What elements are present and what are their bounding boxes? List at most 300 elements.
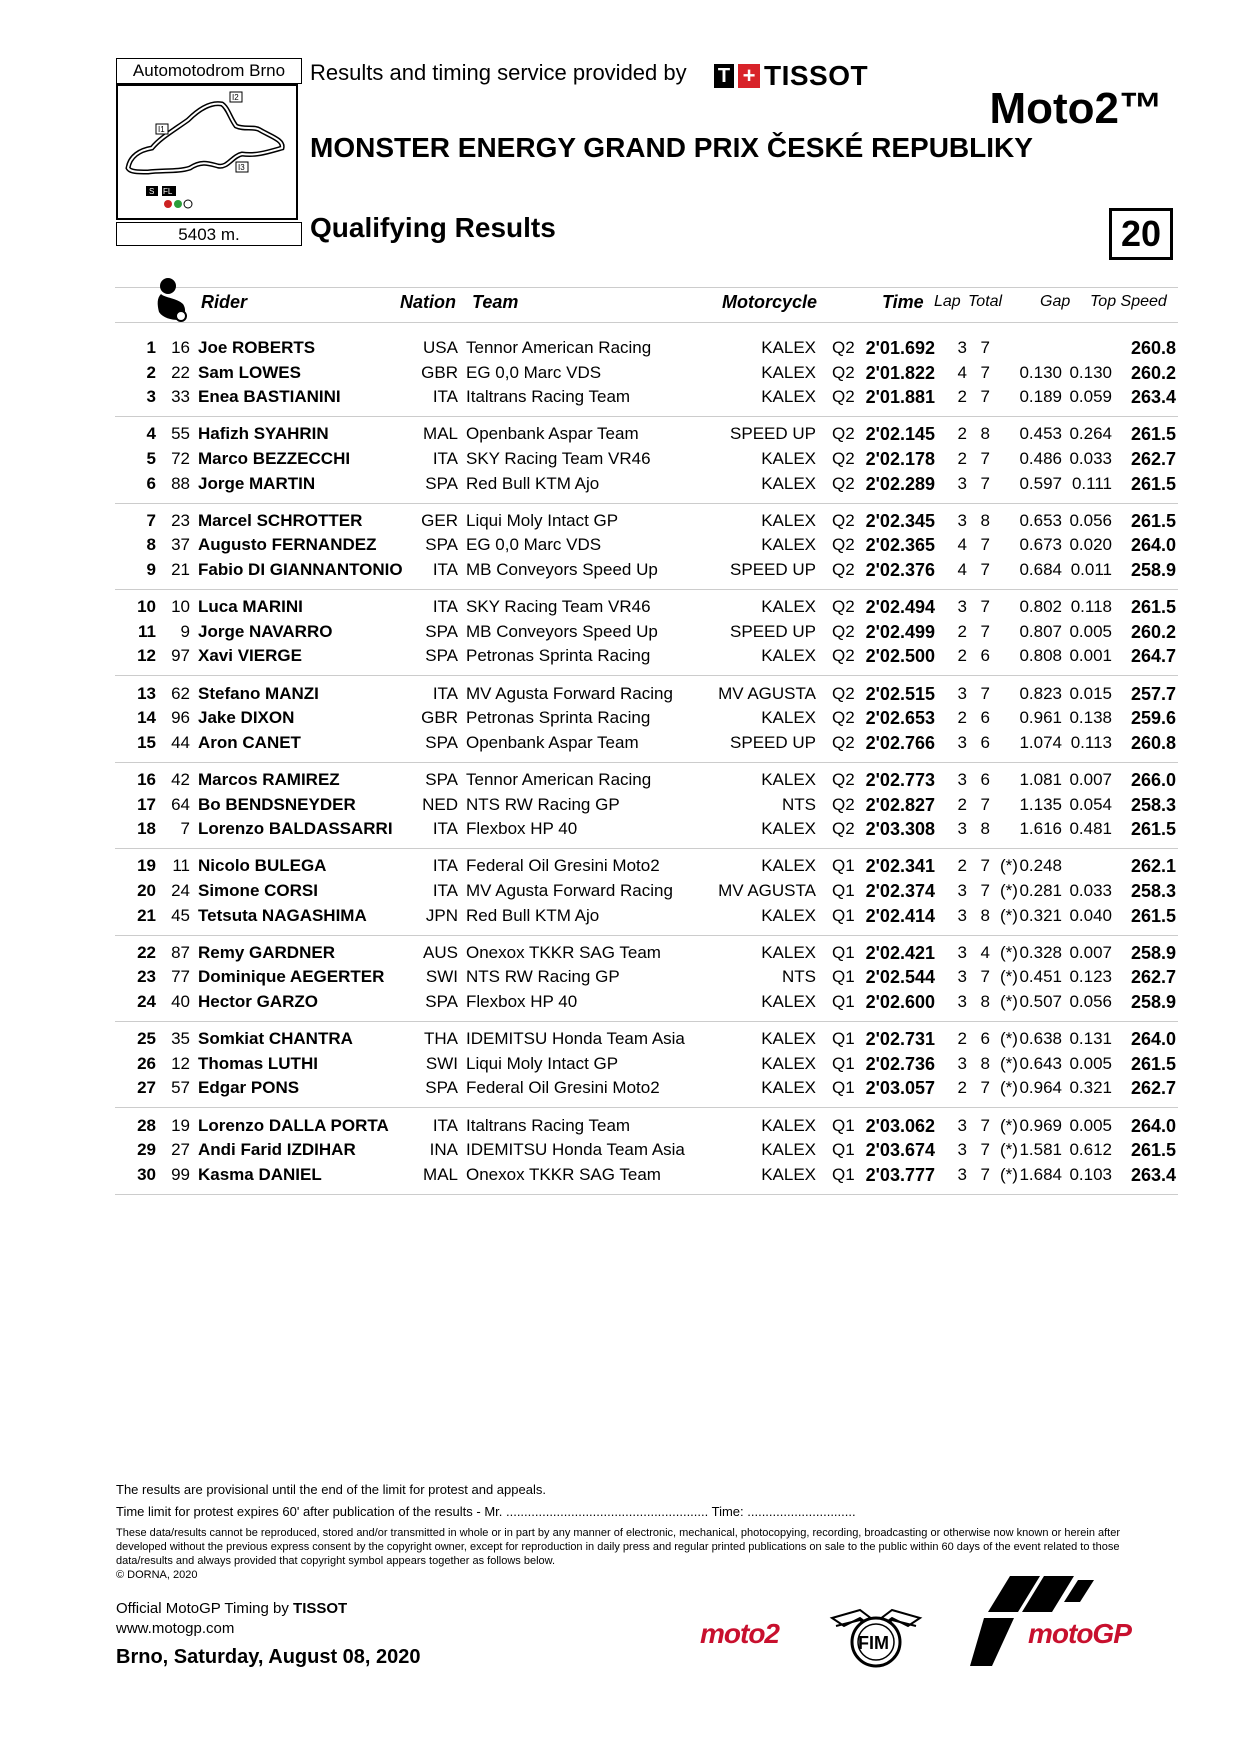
qualifying-session: Q2 — [832, 621, 855, 641]
nation: SPA — [425, 732, 458, 752]
position: 6 — [146, 473, 156, 493]
gap-previous: 0.131 — [1069, 1029, 1112, 1049]
top-speed: 260.2 — [1130, 621, 1176, 642]
rider-number: 99 — [171, 1164, 190, 1184]
nation: USA — [423, 338, 458, 357]
position: 26 — [137, 1053, 156, 1073]
header-divider — [115, 287, 1178, 288]
motogp-logo — [970, 1572, 1140, 1670]
lap-time: 2'03.777 — [865, 1164, 935, 1185]
group-divider — [115, 675, 1178, 676]
qualifying-session: Q2 — [832, 597, 855, 617]
motorcycle: SPEED UP — [730, 424, 816, 444]
rider-number: 11 — [172, 856, 190, 876]
table-row — [0, 363, 1240, 387]
group-divider — [115, 416, 1178, 417]
lap-time: 2'02.374 — [865, 881, 935, 901]
header-divider-bottom — [115, 322, 1178, 323]
position: 1 — [146, 338, 156, 357]
table-row — [0, 1165, 1240, 1189]
rider-name: Sam LOWES — [198, 362, 301, 382]
best-lap: 3 — [957, 338, 967, 357]
class-title: Moto2™ — [989, 84, 1163, 133]
team: MB Conveyors Speed Up — [466, 560, 658, 579]
tissot-t-icon: T — [714, 64, 734, 88]
gap-first: 0.964 — [1019, 1078, 1062, 1098]
motorcycle: KALEX — [761, 1053, 816, 1073]
best-lap: 3 — [957, 819, 967, 839]
q1-marker: (*) — [1000, 1140, 1018, 1160]
total-laps: 7 — [980, 535, 990, 555]
rider-name: Bo BENDSNEYDER — [198, 794, 356, 814]
motorcycle: KALEX — [761, 992, 816, 1011]
top-speed: 258.3 — [1130, 794, 1176, 815]
qualifying-session: Q1 — [832, 1115, 855, 1135]
rider-name: Augusto FERNANDEZ — [198, 535, 377, 555]
official-timing-brand: TISSOT — [293, 1600, 348, 1617]
gap-first: 0.961 — [1019, 708, 1062, 728]
team: IDEMITSU Honda Team Asia — [466, 1140, 685, 1160]
motorcycle: KALEX — [761, 770, 816, 789]
rider-number: 44 — [171, 732, 190, 752]
nation: ITA — [432, 597, 458, 617]
team: Petronas Sprinta Racing — [466, 646, 651, 666]
team: Tennor American Racing — [466, 770, 652, 789]
col-motorcycle: Motorcycle — [722, 292, 818, 312]
nation: SPA — [425, 535, 458, 555]
top-speed: 258.9 — [1130, 560, 1176, 580]
top-speed: 258.3 — [1130, 881, 1176, 901]
qualifying-session: Q1 — [832, 1164, 855, 1184]
rider-number: 64 — [171, 794, 190, 814]
motorcycle: KALEX — [761, 1140, 816, 1160]
nation: ITA — [432, 560, 458, 579]
rider-name: Marcel SCHROTTER — [198, 510, 363, 530]
position: 2 — [146, 362, 156, 382]
position: 18 — [137, 819, 156, 839]
total-laps: 6 — [980, 732, 990, 752]
tissot-logo — [714, 62, 868, 90]
group-divider — [115, 762, 1178, 763]
nation: SWI — [425, 967, 458, 987]
position: 25 — [137, 1029, 156, 1049]
qualifying-session: Q2 — [832, 424, 855, 444]
rider-number: 62 — [171, 683, 190, 703]
team: EG 0,0 Marc VDS — [466, 362, 602, 382]
top-speed: 261.5 — [1130, 819, 1176, 840]
official-timing — [116, 1600, 347, 1617]
gap-previous: 0.005 — [1069, 1115, 1112, 1135]
rider-name: Joe ROBERTS — [198, 338, 316, 357]
total-laps: 7 — [980, 387, 990, 407]
session-number: 20 — [1109, 208, 1173, 260]
nation: GBR — [421, 362, 458, 382]
table-row — [0, 708, 1240, 732]
team: Openbank Aspar Team — [466, 732, 639, 752]
position: 28 — [137, 1115, 156, 1135]
table-row — [0, 770, 1240, 794]
team: Onexox TKKR SAG Team — [466, 1164, 661, 1184]
rider-number: 9 — [180, 621, 190, 641]
gap-first: 0.321 — [1019, 905, 1062, 925]
team: MB Conveyors Speed Up — [466, 621, 658, 641]
gap-first: 0.802 — [1019, 597, 1062, 617]
top-speed: 258.9 — [1130, 942, 1176, 963]
motorcycle: KALEX — [761, 362, 816, 382]
best-lap: 3 — [957, 597, 967, 617]
motorcycle: KALEX — [761, 1029, 816, 1049]
lap-time: 2'02.515 — [865, 683, 935, 704]
total-laps: 7 — [980, 856, 990, 876]
group-divider — [115, 503, 1178, 504]
best-lap: 3 — [957, 992, 967, 1011]
rider-name: Enea BASTIANINI — [198, 387, 341, 407]
gap-first: 1.684 — [1019, 1164, 1062, 1184]
position: 19 — [137, 856, 156, 876]
team: Italtrans Racing Team — [466, 387, 631, 407]
best-lap: 2 — [957, 856, 967, 876]
position: 11 — [138, 621, 156, 641]
rider-name: Edgar PONS — [198, 1078, 300, 1098]
rider-number: 88 — [171, 473, 190, 493]
table-row — [0, 560, 1240, 584]
rider-name: Thomas LUTHI — [198, 1053, 318, 1073]
table-row — [0, 1078, 1240, 1102]
lap-time: 2'03.062 — [865, 1115, 935, 1136]
total-laps: 7 — [980, 560, 990, 579]
dorna-copyright: © DORNA, 2020 — [116, 1569, 198, 1581]
gap-previous: 0.612 — [1069, 1140, 1112, 1160]
rider-number: 21 — [171, 560, 190, 579]
motorcycle: KALEX — [761, 856, 816, 876]
lap-time: 2'02.544 — [865, 967, 935, 988]
team: Flexbox HP 40 — [466, 992, 578, 1011]
gap-first: 0.130 — [1019, 362, 1062, 382]
col-top-speed: Top Speed — [1090, 293, 1167, 310]
table-row — [0, 622, 1240, 646]
moto2-logo — [700, 1614, 808, 1650]
group-divider — [115, 589, 1178, 590]
position: 15 — [137, 732, 156, 752]
qualifying-session: Q1 — [832, 881, 855, 900]
total-laps: 7 — [980, 362, 990, 382]
track-label-s: S — [149, 187, 155, 196]
nation: SPA — [425, 646, 458, 666]
qualifying-session: Q2 — [832, 473, 855, 493]
nation: GBR — [421, 708, 458, 728]
q1-marker: (*) — [1000, 1078, 1018, 1098]
fim-logo — [828, 1596, 924, 1672]
total-laps: 7 — [980, 449, 990, 468]
track-label-fl: FL — [163, 187, 173, 196]
q1-marker: (*) — [1000, 856, 1018, 876]
rider-name: Dominique AEGERTER — [198, 967, 385, 987]
rider-name: Jorge MARTIN — [198, 473, 316, 493]
col-total: Total — [968, 293, 1003, 310]
qualifying-session: Q2 — [832, 535, 855, 555]
team: Liqui Moly Intact GP — [466, 1053, 619, 1073]
total-laps: 8 — [980, 424, 990, 444]
rider-name: Marco BEZZECCHI — [198, 449, 351, 468]
lap-time: 2'02.773 — [865, 770, 935, 790]
nation: AUS — [423, 942, 458, 962]
gap-first: 0.486 — [1019, 449, 1062, 468]
motorcycle: KALEX — [761, 1164, 816, 1184]
table-row — [0, 338, 1240, 362]
rider-name: Tetsuta NAGASHIMA — [198, 905, 367, 925]
nation: SWI — [425, 1053, 458, 1073]
top-speed: 261.5 — [1130, 1140, 1176, 1161]
team: Petronas Sprinta Racing — [466, 708, 651, 728]
rider-name: Somkiat CHANTRA — [198, 1029, 353, 1049]
q1-marker: (*) — [1000, 1164, 1018, 1184]
team: Red Bull KTM Ajo — [466, 473, 600, 493]
total-laps: 7 — [980, 473, 990, 493]
top-speed: 257.7 — [1130, 683, 1176, 704]
lap-time: 2'02.145 — [865, 424, 935, 445]
col-nation: Nation — [400, 292, 456, 312]
rider-number: 57 — [171, 1078, 190, 1098]
rider-number: 87 — [171, 942, 190, 962]
lap-time: 2'02.376 — [865, 560, 935, 580]
rider-name: Remy GARDNER — [198, 942, 335, 962]
nation: ITA — [432, 387, 458, 407]
gap-first: 1.135 — [1019, 794, 1062, 814]
top-speed: 264.7 — [1130, 646, 1176, 667]
table-row — [0, 1140, 1240, 1164]
qualifying-session: Q1 — [832, 1053, 855, 1073]
gap-previous: 0.103 — [1069, 1164, 1112, 1184]
report-date: Brno, Saturday, August 08, 2020 — [116, 1646, 421, 1668]
position: 10 — [137, 597, 156, 617]
nation: ITA — [432, 819, 458, 839]
col-gap: Gap — [1040, 293, 1071, 310]
qualifying-session: Q2 — [832, 819, 855, 839]
top-speed: 266.0 — [1130, 770, 1176, 790]
nation: ITA — [432, 449, 458, 468]
qualifying-session: Q1 — [832, 856, 855, 876]
rider-number: 27 — [171, 1140, 190, 1160]
qualifying-session: Q2 — [832, 387, 855, 407]
position: 14 — [137, 708, 156, 728]
motogp-wordmark: motoGP — [1028, 1618, 1131, 1649]
total-laps: 7 — [980, 1140, 990, 1160]
rider-number: 40 — [171, 992, 190, 1011]
total-laps: 6 — [980, 1029, 990, 1049]
nation: NED — [422, 794, 458, 814]
nation: SPA — [425, 992, 458, 1011]
website-link[interactable]: www.motogp.com — [116, 1620, 235, 1637]
best-lap: 3 — [957, 942, 967, 962]
q1-marker: (*) — [1000, 881, 1018, 900]
motorcycle: KALEX — [761, 338, 816, 357]
position: 8 — [146, 535, 156, 555]
rider-name: Simone CORSI — [198, 881, 318, 900]
best-lap: 4 — [957, 560, 967, 579]
gap-previous: 0.001 — [1069, 646, 1112, 666]
track-label-i1: I1 — [158, 125, 165, 134]
position: 23 — [137, 967, 156, 987]
motorcycle: MV AGUSTA — [718, 683, 816, 703]
position: 3 — [146, 387, 156, 407]
lap-time: 2'02.827 — [865, 794, 935, 815]
total-laps: 8 — [980, 992, 990, 1011]
table-row — [0, 535, 1240, 559]
table-row — [0, 733, 1240, 757]
total-laps: 7 — [980, 1164, 990, 1184]
track-map-svg — [118, 86, 296, 218]
team: Italtrans Racing Team — [466, 1115, 631, 1135]
nation: ITA — [432, 881, 458, 900]
position: 29 — [137, 1140, 156, 1160]
position: 30 — [137, 1164, 156, 1184]
rider-name: Andi Farid IZDIHAR — [198, 1140, 356, 1160]
gap-previous: 0.056 — [1069, 992, 1112, 1011]
table-row — [0, 881, 1240, 905]
gap-previous: 0.007 — [1069, 770, 1112, 789]
lap-time: 2'02.365 — [865, 535, 935, 556]
red-light-icon — [164, 200, 172, 208]
rider-number: 45 — [171, 905, 190, 925]
nation: ITA — [432, 856, 458, 876]
qualifying-session: Q1 — [832, 1078, 855, 1098]
protest-note: Time limit for protest expires 60' after publication of the results - Mr. ........................................................ Time: .............................. — [116, 1504, 856, 1519]
qualifying-session: Q2 — [832, 708, 855, 728]
top-speed: 264.0 — [1130, 1029, 1176, 1050]
best-lap: 2 — [957, 387, 967, 407]
best-lap: 2 — [957, 794, 967, 814]
gap-first: 0.823 — [1019, 683, 1062, 703]
gap-first: 0.653 — [1019, 510, 1062, 530]
lap-time: 2'02.494 — [865, 597, 935, 618]
table-row — [0, 856, 1240, 880]
gap-first: 0.248 — [1019, 856, 1062, 876]
gap-previous: 0.020 — [1069, 535, 1112, 555]
best-lap: 2 — [957, 1078, 967, 1098]
qualifying-session: Q1 — [832, 1029, 855, 1049]
official-timing-text: Official MotoGP Timing by — [116, 1600, 289, 1617]
rider-name: Marcos RAMIREZ — [198, 770, 340, 789]
team: Liqui Moly Intact GP — [466, 510, 619, 530]
position: 27 — [137, 1078, 156, 1098]
best-lap: 2 — [957, 646, 967, 666]
qualifying-session: Q2 — [832, 794, 855, 814]
gap-first: 0.281 — [1019, 881, 1062, 900]
team: SKY Racing Team VR46 — [466, 449, 651, 468]
team: Federal Oil Gresini Moto2 — [466, 1078, 660, 1098]
gap-first: 0.328 — [1019, 942, 1062, 962]
best-lap: 3 — [957, 510, 967, 530]
rider-name: Fabio DI GIANNANTONIO — [198, 560, 403, 579]
top-speed: 258.9 — [1130, 992, 1176, 1012]
gap-previous: 0.056 — [1069, 510, 1112, 530]
lap-time: 2'02.178 — [865, 449, 935, 469]
gap-previous: 0.054 — [1069, 794, 1112, 814]
lap-time: 2'01.822 — [865, 362, 935, 383]
nation: SPA — [425, 621, 458, 641]
total-laps: 7 — [980, 338, 990, 357]
gap-first: 1.081 — [1019, 770, 1062, 789]
lap-time: 2'02.499 — [865, 621, 935, 642]
fim-wordmark: FIM — [858, 1633, 889, 1653]
q1-marker: (*) — [1000, 905, 1018, 925]
rider-number: 96 — [171, 708, 190, 728]
top-speed: 261.5 — [1130, 510, 1176, 531]
lap-time: 2'02.341 — [865, 856, 935, 877]
best-lap: 2 — [957, 1029, 967, 1049]
position: 7 — [146, 510, 156, 530]
col-lap: Lap — [934, 293, 961, 310]
top-speed: 262.1 — [1130, 856, 1176, 877]
track-length: 5403 m. — [116, 222, 302, 246]
position: 24 — [137, 992, 156, 1011]
nation: MAL — [423, 1164, 458, 1184]
best-lap: 4 — [957, 362, 967, 382]
total-laps: 8 — [980, 510, 990, 530]
lap-time: 2'02.345 — [865, 510, 935, 531]
position: 13 — [137, 683, 156, 703]
lap-time: 2'03.674 — [865, 1140, 935, 1161]
team: Tennor American Racing — [466, 338, 652, 357]
gap-first: 0.643 — [1019, 1053, 1062, 1073]
best-lap: 3 — [957, 1115, 967, 1135]
tissot-cross-icon: + — [738, 64, 760, 88]
col-rider: Rider — [201, 292, 248, 312]
best-lap: 3 — [957, 770, 967, 789]
motorcycle: KALEX — [761, 942, 816, 962]
top-speed: 262.7 — [1130, 449, 1176, 469]
gap-first: 0.597 — [1019, 473, 1062, 493]
gap-previous: 0.138 — [1069, 708, 1112, 728]
track-label-i3: I3 — [238, 163, 245, 172]
group-divider — [115, 935, 1178, 936]
table-row — [0, 387, 1240, 411]
qualifying-session: Q2 — [832, 646, 855, 666]
lap-time: 2'02.421 — [865, 942, 935, 963]
total-laps: 7 — [980, 597, 990, 617]
position: 9 — [146, 560, 156, 579]
team: EG 0,0 Marc VDS — [466, 535, 602, 555]
col-time: Time — [882, 292, 924, 312]
motorcycle: KALEX — [761, 1115, 816, 1135]
table-row — [0, 474, 1240, 498]
best-lap: 3 — [957, 473, 967, 493]
qualifying-session: Q2 — [832, 770, 855, 789]
total-laps: 7 — [980, 1078, 990, 1098]
total-laps: 7 — [980, 621, 990, 641]
group-divider — [115, 848, 1178, 849]
top-speed: 260.2 — [1130, 362, 1176, 383]
team: MV Agusta Forward Racing — [466, 881, 673, 900]
gap-previous: 0.040 — [1069, 905, 1112, 925]
lap-time: 2'02.289 — [865, 473, 935, 494]
nation: JPN — [425, 905, 458, 925]
rider-number: 35 — [171, 1029, 190, 1049]
gap-previous: 0.005 — [1069, 621, 1112, 641]
rider-name: Jake DIXON — [198, 708, 295, 728]
lap-time: 2'03.308 — [865, 819, 935, 840]
rider-name: Luca MARINI — [198, 597, 303, 617]
table-row — [0, 449, 1240, 473]
motorcycle: KALEX — [761, 535, 816, 555]
top-speed: 261.5 — [1130, 597, 1176, 618]
best-lap: 3 — [957, 881, 967, 900]
lap-time: 2'01.881 — [865, 387, 935, 408]
nation: INA — [429, 1140, 458, 1160]
rider-number: 24 — [171, 881, 190, 900]
motorcycle: SPEED UP — [730, 732, 816, 752]
provisional-note: The results are provisional until the end of the limit for protest and appeals. — [116, 1482, 546, 1497]
